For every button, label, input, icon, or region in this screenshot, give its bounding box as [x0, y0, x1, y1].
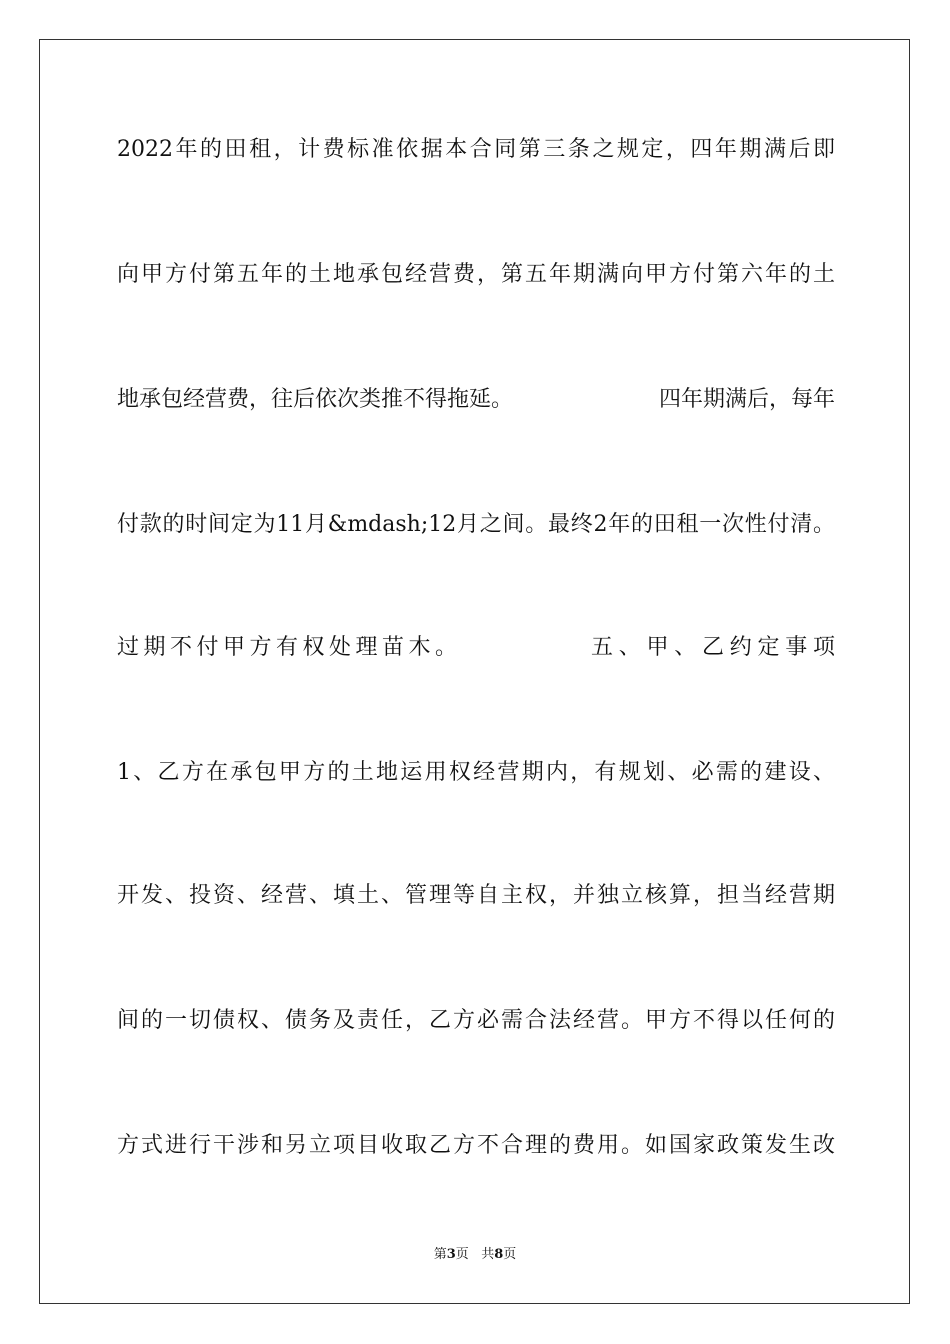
page-border [39, 39, 910, 1304]
page-number: 3 [446, 1247, 456, 1262]
total-suffix: 页 [503, 1247, 517, 1262]
text-line-5-left: 过期不付甲方有权处理苗木。 [117, 635, 457, 660]
text-line-8: 间的一切债权、债务及责任，乙方必需合法经营。甲方不得以任何的 [117, 1008, 835, 1033]
total-pages: 8 [494, 1247, 504, 1262]
text-line-5-right: 五、甲、乙约定事项 [591, 635, 835, 660]
page-suffix: 页 [455, 1247, 469, 1262]
text-line-2: 向甲方付第五年的土地承包经营费，第五年期满向甲方付第六年的土 [117, 262, 835, 287]
text-line-4: 付款的时间定为11月&mdash;12月之间。最终2年的田租一次性付清。 [117, 512, 835, 537]
text-line-7: 开发、投资、经营、填土、管理等自主权，并独立核算，担当经营期 [117, 883, 835, 908]
text-line-5 [117, 632, 835, 664]
text-line-3-right: 四年期满后，每年 [658, 387, 835, 412]
text-line-3 [117, 384, 835, 416]
page-prefix: 第 [433, 1247, 447, 1262]
text-line-1: 2022年的田租，计费标准依据本合同第三条之规定，四年期满后即 [117, 137, 835, 162]
text-line-3-left: 地承包经营费，往后依次类推不得拖延。 [117, 387, 514, 412]
text-line-9: 方式进行干涉和另立项目收取乙方不合理的费用。如国家政策发生改 [117, 1133, 835, 1158]
text-line-6: 1、乙方在承包甲方的土地运用权经营期内，有规划、必需的建设、 [117, 760, 835, 785]
page-footer [0, 1246, 950, 1264]
total-prefix: 共 [481, 1247, 495, 1262]
